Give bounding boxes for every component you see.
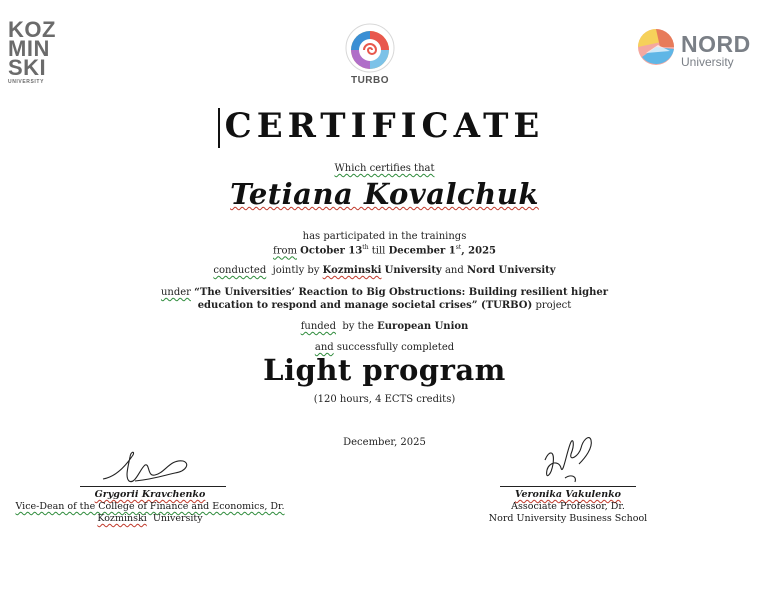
end-sup: st [455,244,462,251]
nord-sub: University [681,55,734,69]
left-signature-line [80,486,226,487]
project-line-1 [0,287,769,298]
project-word: project [535,300,572,311]
uni2-name: Nord University [466,265,556,276]
uni1-name: Kozminski [322,265,382,276]
start-sup: th [362,244,369,251]
certifies-line [0,163,769,174]
project-title-2: education to respond and manage societal crises” (TURBO) [197,300,533,311]
logo-sub: UNIVERSITY [8,79,45,85]
end-date: December 1 [388,245,456,257]
right-signatory [478,489,658,525]
turbo-label: TURBO [350,75,390,86]
project-title-1: “The Universities’ Reaction to Big Obstructions: Building resilient higher [194,287,609,298]
till-word: till [371,245,386,257]
left-title-text: Vice-Dean of the College of Finance and Economics, Dr. [15,501,285,512]
under-word: under [160,287,191,298]
certificate-title: CERTIFICATE [224,106,545,146]
start-date: October 13 [300,245,363,257]
from-word: from [273,245,297,257]
logo-line-2: MIN [8,36,50,61]
completed-text: successfully completed [336,342,455,353]
end-year: , 2025 [461,245,496,257]
left-signatory-name [12,489,288,501]
funder-name: European Union [377,321,469,332]
right-signatory-title: Associate Professor, Dr. [511,501,625,512]
left-signature-icon [95,447,195,487]
right-name-text: Veronika Vakulenko [514,489,622,500]
nord-logo-icon [636,27,676,67]
recipient-text: Tetiana Kovalchuk [230,177,539,211]
logo-line-3: SKI [8,55,47,80]
kozminski-logo [8,17,56,85]
logo-line-1: KOZ [8,17,56,42]
participated-line [0,231,769,242]
nord-logo-text [681,33,751,69]
left-signatory-title [12,501,288,513]
right-signature-line [500,486,636,487]
by-the: by the [342,321,374,332]
and-completed-word: and [314,342,334,353]
uni1-rest: University [384,265,442,276]
turbo-logo-icon [342,20,398,76]
left-org1: Kozminski [97,513,147,524]
project-line-2 [0,300,769,311]
jointly-by: jointly by [272,265,320,276]
left-signatory-org [12,513,288,525]
left-org2: University [152,513,203,524]
nord-name: NORD [681,31,751,57]
right-signature-icon [535,430,605,490]
funded-word: funded [300,321,336,332]
recipient-name [0,177,769,211]
funded-line [0,321,769,332]
participated-text: has participated in the trainings [302,231,467,242]
dates-line [0,244,769,256]
left-signatory [12,489,288,525]
certifies-text: Which certifies that [334,163,435,174]
left-name-text: Grygorii Kravchenko [94,489,206,500]
right-signatory-name [478,489,658,501]
program-name: Light program [263,353,506,387]
and-word: and [444,265,464,276]
right-signatory-org: Nord University Business School [488,513,648,524]
conducted-line [0,265,769,276]
completed-line [0,342,769,353]
conducted-word: conducted [213,265,267,276]
credits-line: (120 hours, 4 ECTS credits) [313,394,456,405]
issue-date: December, 2025 [343,437,426,448]
